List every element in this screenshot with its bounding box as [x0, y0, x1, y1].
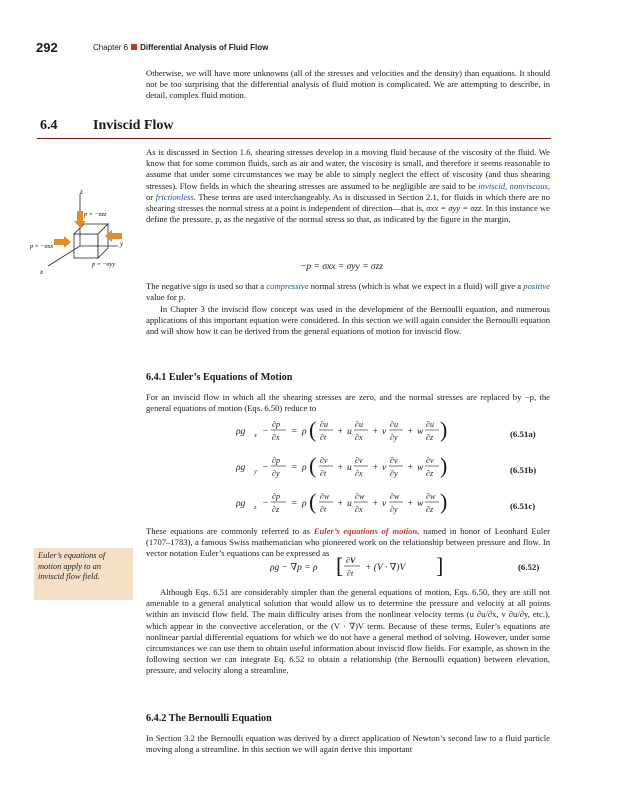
axis-x-label: x [40, 268, 44, 276]
svg-text:=: = [291, 427, 298, 437]
equation-label-651b: (6.51b) [510, 465, 537, 475]
para1-text-b: or [146, 191, 156, 202]
svg-text:ρg − ∇p = ρ: ρg − ∇p = ρ [270, 563, 318, 573]
subsection-bernoulli-heading: 6.4.2 The Bernoulli Equation [146, 713, 272, 724]
page-number: 292 [36, 40, 58, 55]
svg-text:ρ: ρ [302, 463, 307, 473]
para2-text-c: value for p. [146, 292, 186, 303]
svg-text:∂p: ∂p [272, 492, 280, 501]
svg-text:v: v [382, 499, 387, 509]
svg-text:v: v [382, 427, 387, 437]
svg-text:∂y: ∂y [272, 469, 280, 478]
term-inviscid: inviscid, nonviscous, [478, 180, 551, 191]
svg-text:∂z: ∂z [272, 505, 280, 514]
intro-paragraph: Otherwise, we will have more unknowns (all of the stresses and velocities and the density) than equations. It should not be too surprising that the differential analysis of fluid motion is complicated. We are attempting to describe, in detail, complex fluid motion. [146, 68, 550, 101]
svg-text:=: = [291, 463, 298, 473]
svg-text:+: + [337, 463, 344, 473]
paragraph-euler-intro: For an inviscid flow in which all the shearing stresses are zero, and the normal stresses are replaced by −p, the general equations of motion (Eqs. 6.50) reduce to [146, 392, 550, 414]
chapter-title: Differential Analysis of Fluid Flow [140, 43, 269, 52]
term-euler-equations: Euler’s equations of motion, [313, 526, 420, 536]
svg-text:−: − [262, 463, 269, 473]
para1-text-a: As is discussed in Section 1.6, shearing stresses develop in a moving fluid because of the viscosity of the fluid. We know that for some common fluids, such as air and water, the viscosity is small, and therefore it seems reasonable to assume that under some circumstances we may be able to simply neglect the effect of viscosity (and thus shearing stresses). Flow fields in which the shearing stresses are assumed to be negligible are said to be [146, 147, 550, 191]
svg-text:∂y: ∂y [390, 433, 398, 442]
svg-text:(: ( [309, 417, 317, 442]
svg-text:∂p: ∂p [272, 420, 280, 429]
svg-text:∂u: ∂u [320, 420, 328, 429]
svg-text:): ) [440, 489, 448, 514]
paragraph-nonlinear: Although Eqs. 6.51 are considerably simpler than the general equations of motion, Eqs. 6.50, they are still not amenable to a general analytical solution that would allow us to determine the pressure and velocity at all points within an inviscid flow field. The main difficulty arises from the nonlinear velocity terms (u ∂u/∂x, v ∂u/∂y, etc.), which appear in the convective acceleration, or the (V · ∇)V term. Because of these terms, Euler’s equations are nonlinear partial differential equations for which we do not have a general method of solving. However, under some circumstances we can use them to obtain useful information about inviscid flow fields. For example, as shown in the following section we can integrate Eq. 6.52 to obtain a relationship (the Bernoulli equation) between elevation, pressure, and velocity along a streamline. [146, 587, 550, 676]
equation-651c [236, 489, 447, 514]
svg-text:u: u [347, 463, 352, 473]
label-sigma-xx: p = −σxx [30, 243, 54, 250]
svg-text:∂v: ∂v [426, 456, 434, 465]
para2-text-b: normal stress (which is what we expect in a fluid) will give a [308, 281, 524, 291]
equation-651b [236, 453, 447, 478]
square-bullet-icon [131, 44, 137, 50]
svg-text:[: [ [336, 553, 344, 578]
stress-cube-figure [30, 186, 146, 282]
svg-text:ρ: ρ [302, 427, 307, 437]
svg-text:ρg: ρg [236, 499, 246, 509]
svg-text:z: z [254, 504, 257, 511]
label-sigma-zz: p = −σzz [84, 211, 107, 218]
svg-text:∂u: ∂u [426, 420, 434, 429]
svg-text:w: w [417, 499, 424, 509]
svg-text:ρg: ρg [236, 427, 246, 437]
svg-text:∂V: ∂V [346, 556, 356, 565]
arrow-xx-icon [54, 239, 64, 245]
svg-text:(: ( [309, 489, 317, 514]
svg-text:∂y: ∂y [390, 505, 398, 514]
svg-text:+: + [407, 499, 414, 509]
svg-text:∂x: ∂x [355, 433, 363, 442]
svg-text:∂u: ∂u [355, 420, 363, 429]
axis-y-label: y [120, 240, 124, 248]
margin-note: Euler’s equations of motion apply to an inviscid flow field. [34, 548, 133, 600]
svg-text:∂u: ∂u [390, 420, 398, 429]
svg-text:v: v [382, 463, 387, 473]
svg-text:): ) [440, 453, 448, 478]
term-frictionless: frictionless. [155, 191, 197, 202]
para1-text-c: These terms are used interchangeably. As is discussed in Section 2.1, for fluids in which there are no shearing stresses the normal stress at a point is independent of direction—that is, [146, 191, 550, 214]
svg-text:(: ( [309, 453, 317, 478]
equation-label-651a: (6.51a) [510, 429, 536, 439]
section-number: 6.4 [40, 118, 58, 133]
running-header [93, 43, 268, 52]
svg-text:∂w: ∂w [355, 492, 365, 501]
svg-text:∂t: ∂t [320, 505, 327, 514]
svg-text:∂v: ∂v [390, 456, 398, 465]
svg-text:+: + [372, 427, 379, 437]
svg-text:∂w: ∂w [426, 492, 436, 501]
subsection-euler-heading: 6.4.1 Euler’s Equations of Motion [146, 372, 293, 383]
svg-text:+: + [337, 499, 344, 509]
svg-text:∂p: ∂p [272, 456, 280, 465]
svg-text:ρ: ρ [302, 499, 307, 509]
stress-condition: σxx = σyy = σzz. [426, 203, 484, 214]
equation-651a [236, 417, 447, 442]
term-positive: positive [523, 281, 550, 291]
svg-text:x: x [254, 432, 257, 439]
svg-text:∂v: ∂v [355, 456, 363, 465]
svg-text:∂t: ∂t [347, 569, 354, 578]
para5-text-b: named in honor of Leonhard Euler (1707–1783), a famous Swiss mathematician who pioneered work on the relationship between pressure and flow. In vector notation Euler’s equations can be expressed as [146, 526, 551, 559]
label-sigma-yy: p = −σyy [92, 261, 116, 268]
svg-text:∂x: ∂x [355, 469, 363, 478]
svg-text:∂z: ∂z [426, 505, 434, 514]
svg-text:∂w: ∂w [320, 492, 330, 501]
svg-text:−: − [262, 427, 269, 437]
paragraph-bernoulli-derivation: In Section 3.2 the Bernoulli equation was derived by a direct application of Newton’s second law to a fluid particle moving along a streamline. In this section we will again derive this important [146, 733, 550, 755]
svg-text:+: + [372, 499, 379, 509]
section-rule [37, 138, 551, 139]
axis-z-label: z [80, 188, 83, 196]
svg-text:∂z: ∂z [426, 433, 434, 442]
equation-652 [270, 552, 450, 584]
arrow-yy-icon [112, 233, 122, 239]
equation-pressure: −p = σxx = σyy = σzz [300, 262, 383, 272]
svg-text:w: w [417, 463, 424, 473]
svg-text:∂t: ∂t [320, 433, 327, 442]
paragraph-inviscid [146, 147, 550, 225]
term-compressive: compressive [266, 281, 309, 291]
svg-text:∂y: ∂y [390, 469, 398, 478]
chapter-label: Chapter 6 [93, 43, 129, 52]
svg-text:): ) [440, 417, 448, 442]
svg-text:+: + [372, 463, 379, 473]
svg-text:−: − [262, 499, 269, 509]
equation-label-651c: (6.51c) [510, 501, 536, 511]
euler-equations [236, 416, 496, 526]
para2-text-a: The negative sign is used so that a [146, 281, 267, 291]
svg-text:u: u [347, 499, 352, 509]
svg-text:∂v: ∂v [320, 456, 328, 465]
svg-text:∂x: ∂x [355, 505, 363, 514]
svg-text:+: + [407, 427, 414, 437]
svg-text:+: + [337, 427, 344, 437]
svg-text:∂z: ∂z [426, 469, 434, 478]
equation-label-652: (6.52) [518, 562, 540, 572]
svg-text:∂w: ∂w [390, 492, 400, 501]
svg-text:=: = [291, 499, 298, 509]
svg-text:∂x: ∂x [272, 433, 280, 442]
para5-text-a: These equations are commonly referred to as [146, 526, 314, 536]
svg-text:]: ] [436, 553, 444, 578]
svg-text:+ (V · ∇)V: + (V · ∇)V [365, 563, 406, 573]
arrow-zz-icon [77, 211, 83, 221]
paragraph-bernoulli-intro: In Chapter 3 the inviscid flow concept was used in the development of the Bernoulli equation, and numerous applications of this important equation were considered. In this section we will again consider the Bernoulli equation and will show how it can be derived from the general equations of motion for inviscid flow. [146, 304, 550, 337]
svg-text:w: w [417, 427, 424, 437]
para1-text-d: In this instance we define the pressure, p, as the negative of the normal stress so that, as indicated by the figure in the margin, [146, 203, 550, 225]
section-title: Inviscid Flow [93, 118, 174, 133]
svg-text:ρg: ρg [236, 463, 246, 473]
svg-text:+: + [407, 463, 414, 473]
svg-text:∂t: ∂t [320, 469, 327, 478]
paragraph-negative-sign [146, 281, 550, 303]
svg-text:u: u [347, 427, 352, 437]
svg-text:y: y [254, 468, 257, 475]
